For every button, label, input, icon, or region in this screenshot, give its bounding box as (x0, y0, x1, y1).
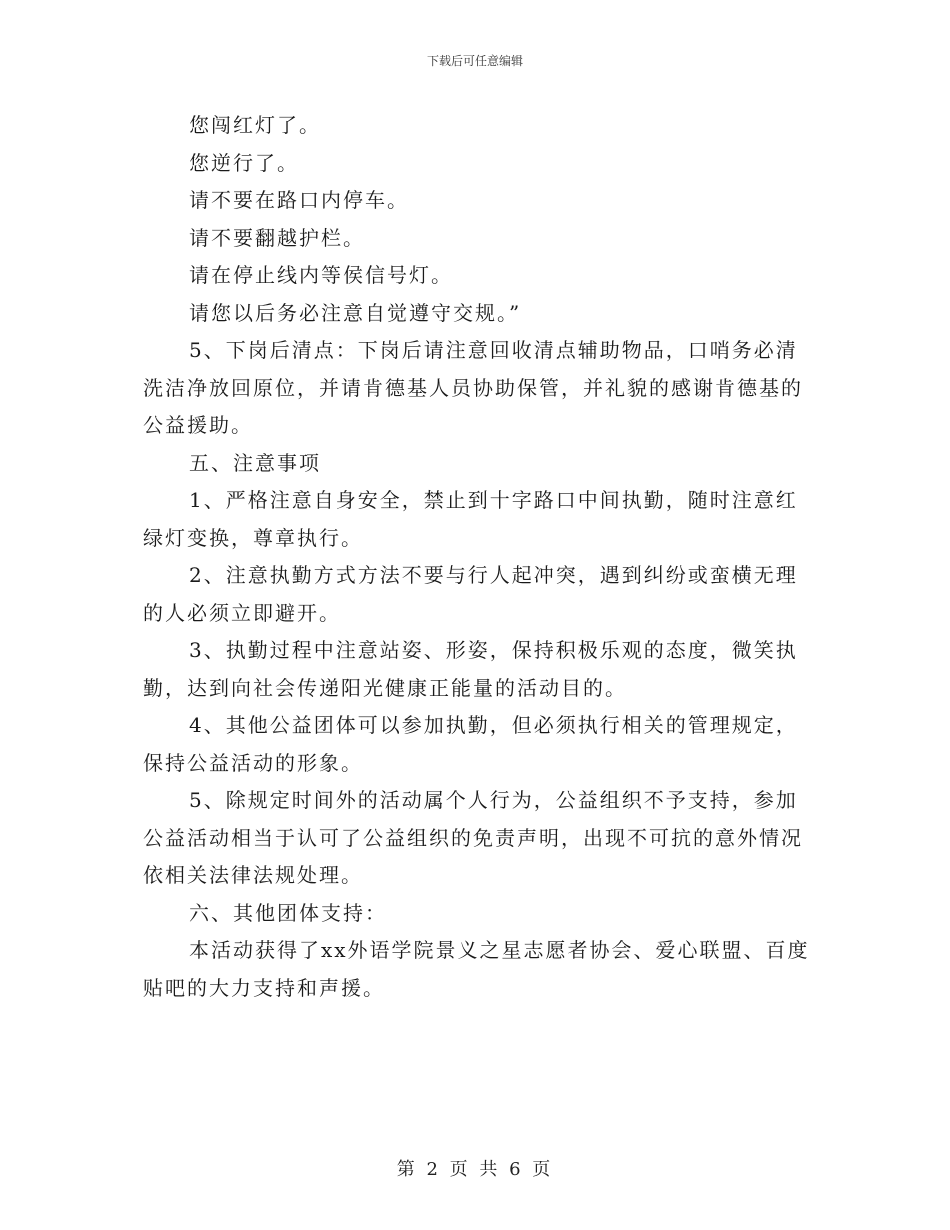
paragraph: 2、注意执勤方式方法不要与行人起冲突，遇到纠纷或蛮横无理的人必须立即避开。 (143, 563, 798, 625)
paragraph: 请您以后务必注意自觉遵守交规。” (189, 300, 522, 325)
section-heading: 五、注意事项 (189, 450, 321, 475)
section-heading: 六、其他团体支持： (189, 900, 387, 925)
paragraph: 您逆行了。 (189, 150, 299, 175)
paragraph: 5、下岗后清点：下岗后请注意回收清点辅助物品，口哨务必清洗洁净放回原位，并请肯德基人员协助保管，并礼貌的感谢肯德基的公益援助。 (143, 338, 803, 437)
paragraph: 5、除规定时间外的活动属个人行为，公益组织不予支持，参加公益活动相当于认可了公益组织的免责声明，出现不可抗的意外情况依相关法律法规处理。 (143, 788, 803, 887)
page-header: 下载后可任意编辑 (426, 54, 523, 68)
paragraph: 3、执勤过程中注意站姿、形姿，保持积极乐观的态度，微笑执勤，达到向社会传递阳光健康正能量的活动目的。 (143, 638, 798, 700)
paragraph: 1、严格注意自身安全，禁止到十字路口中间执勤，随时注意红绿灯变换，尊章执行。 (143, 488, 798, 550)
paragraph: 本活动获得了xx外语学院景义之星志愿者协会、爱心联盟、百度贴吧的大力支持和声援。 (143, 938, 810, 1000)
page-footer: 第 2 页 共 6 页 (396, 1159, 554, 1180)
document-body (143, 107, 818, 1007)
paragraph: 请不要翻越护栏。 (189, 225, 365, 250)
paragraph: 4、其他公益团体可以参加执勤，但必须执行相关的管理规定，保持公益活动的形象。 (143, 713, 798, 775)
paragraph: 您闯红灯了。 (189, 113, 321, 137)
paragraph: 请不要在路口内停车。 (189, 188, 409, 212)
paragraph: 请在停止线内等侯信号灯。 (189, 263, 453, 287)
